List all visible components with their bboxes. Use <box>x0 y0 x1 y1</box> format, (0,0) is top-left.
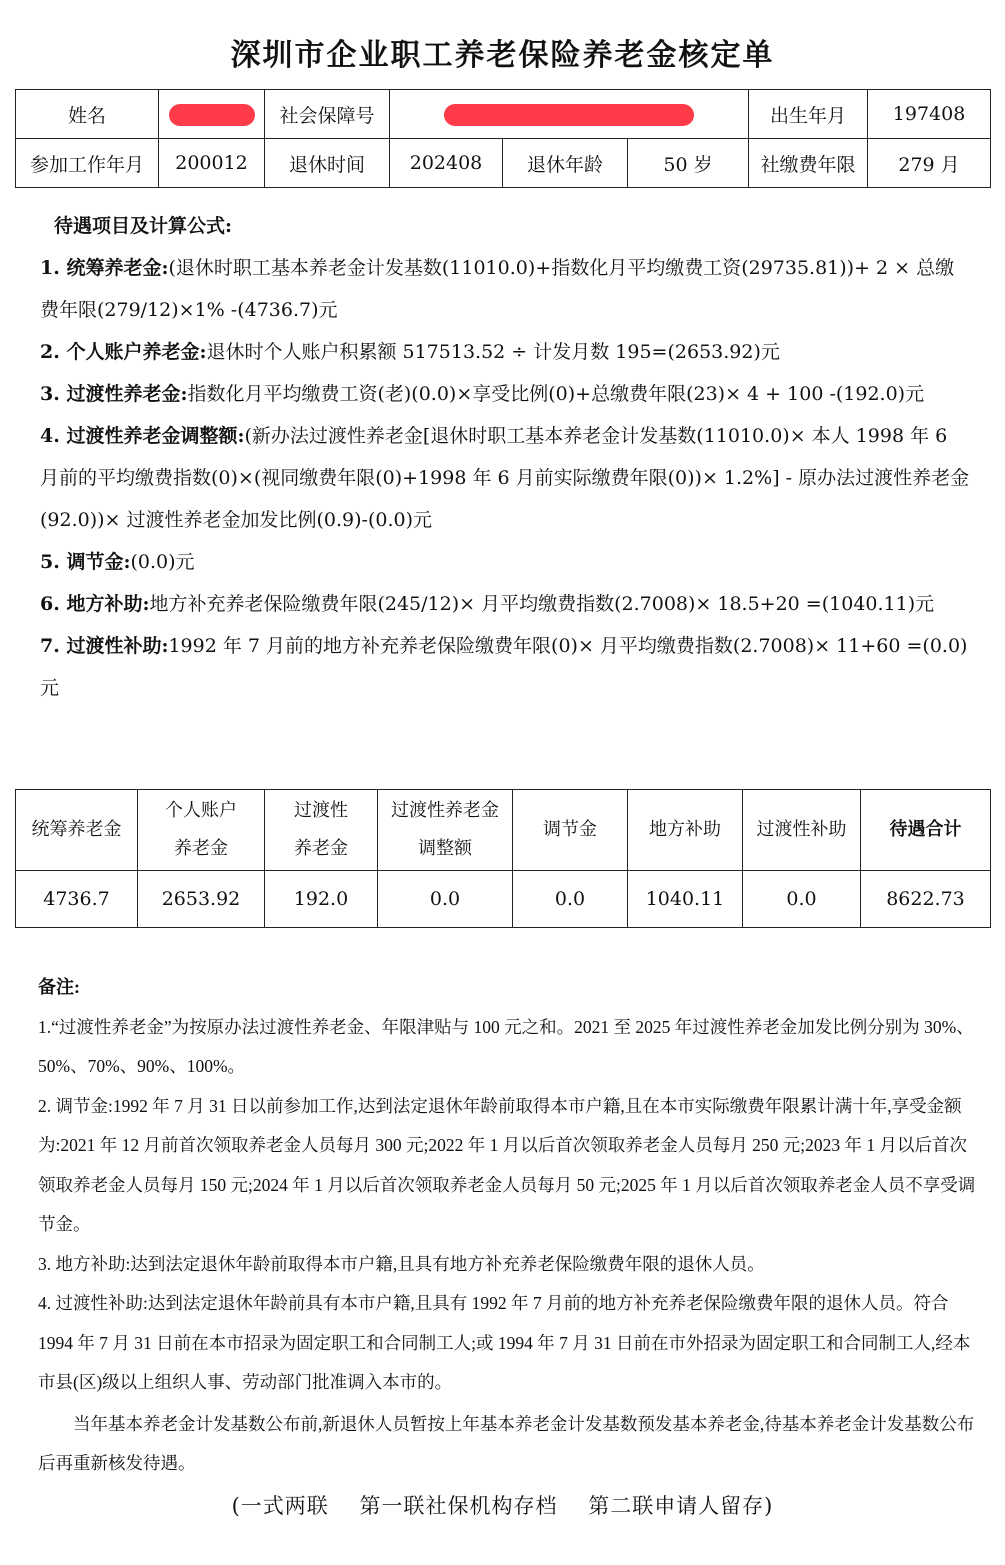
summary-header: 统筹养老金 <box>16 790 138 871</box>
formula-item <box>40 331 970 373</box>
work-start-value: 200012 <box>159 139 265 188</box>
summary-header: 过渡性 养老金 <box>265 790 378 871</box>
formula-text: 指数化月平均缴费工资(老)(0.0)×享受比例(0)+总缴费年限(23)× 4 + 100 -(192.0)元 <box>187 383 925 405</box>
summary-value: 2653.92 <box>138 871 265 928</box>
retire-time-label: 退休时间 <box>265 139 390 188</box>
formula-label: 1. 统筹养老金: <box>40 257 169 279</box>
contrib-years-label: 社缴费年限 <box>749 139 868 188</box>
summary-header: 过渡性补助 <box>743 790 861 871</box>
formula-item <box>40 541 970 583</box>
summary-value: 0.0 <box>743 871 861 928</box>
formula-label: 3. 过渡性养老金: <box>40 383 188 405</box>
redaction-mark <box>169 104 255 126</box>
formula-item <box>40 415 970 541</box>
summary-header: 调节金 <box>513 790 628 871</box>
work-start-label: 参加工作年月 <box>16 139 159 188</box>
formula-item <box>40 583 970 625</box>
contrib-years-value: 279 月 <box>868 139 991 188</box>
summary-header: 地方补助 <box>628 790 743 871</box>
retire-time-value: 202408 <box>390 139 503 188</box>
formula-text: 1992 年 7 月前的地方补充养老保险缴费年限(0)× 月平均缴费指数(2.7008)× 11+60 =(0.0)元 <box>40 635 968 699</box>
redaction-mark <box>444 104 694 126</box>
summary-value-total: 8622.73 <box>861 871 991 928</box>
name-label: 姓名 <box>16 90 159 139</box>
note-item: 3. 地方补助:达到法定退休年龄前取得本市户籍,且具有地方补充养老保险缴费年限的退休人员。 <box>38 1253 765 1274</box>
formula-item <box>40 625 970 709</box>
document-title: 深圳市企业职工养老保险养老金核定单 <box>230 38 775 73</box>
note-item: 1.“过渡性养老金”为按原办法过渡性养老金、年限津贴与 100 元之和。2021 至 2025 年过渡性养老金加发比例分别为 30%、50%、70%、90%、100%。 <box>38 1016 974 1076</box>
formula-label: 7. 过渡性补助: <box>40 635 169 657</box>
formula-label: 5. 调节金: <box>40 551 131 573</box>
formula-text: (0.0)元 <box>130 551 195 573</box>
formula-item <box>40 247 970 331</box>
summary-header-total: 待遇合计 <box>861 790 991 871</box>
ssn-label: 社会保障号 <box>265 90 390 139</box>
summary-value: 0.0 <box>513 871 628 928</box>
summary-table <box>15 789 991 928</box>
retire-age-label: 退休年龄 <box>503 139 628 188</box>
formula-text: 地方补充养老保险缴费年限(245/12)× 月平均缴费指数(2.7008)× 18.5+20 =(1040.11)元 <box>149 593 935 615</box>
personal-info-table <box>15 89 991 188</box>
note-item: 2. 调节金:1992 年 7 月 31 日以前参加工作,达到法定退休年龄前取得本市户籍,且在本市实际缴费年限累计满十年,享受金额为:2021 年 12 月前首次领取养老金人员每月 300 元;2022 年 1 月以后首次领取养老金人员每月 250 元;2023 年 1 月以后首次领取养老金人员每月 150 元;2024 年 1 月以后首次领取养老金人员每月 50 元;2025 年 1 月以后首次领取养老金人员不享受调节金。 <box>38 1095 976 1234</box>
summary-value: 192.0 <box>265 871 378 928</box>
formula-heading: 待遇项目及计算公式: <box>54 215 233 237</box>
notes-heading: 备注: <box>38 977 80 997</box>
retire-age-value: 50 岁 <box>628 139 749 188</box>
ssn-value <box>390 90 749 139</box>
formula-label: 6. 地方补助: <box>40 593 150 615</box>
formula-item <box>40 373 970 415</box>
summary-header: 个人账户 养老金 <box>138 790 265 871</box>
footer-copies-note: (一式两联 第一联社保机构存档 第二联申请人留存) <box>231 1494 774 1518</box>
summary-value: 0.0 <box>378 871 513 928</box>
note-item: 4. 过渡性补助:达到法定退休年龄前具有本市户籍,且具有 1992 年 7 月前的地方补充养老保险缴费年限的退休人员。符合 1994 年 7 月 31 日前在本市招录为固定职工和合同制工人;或 1994 年 7 月 31 日前在市外招录为固定职工和合同制工人,经本市县(区)级以上组织人事、劳动部门批准调入本市的。 <box>38 1293 971 1392</box>
summary-value: 4736.7 <box>16 871 138 928</box>
notes-section <box>38 968 978 1484</box>
formula-text: (新办法过渡性养老金[退休时职工基本养老金计发基数(11010.0)× 本人 1998 年 6 月前的平均缴费指数(0)×(视同缴费年限(0)+1998 年 6 月前实际缴费年限(0))× 1.2%] - 原办法过渡性养老金(92.0))× 过渡性养老金加发比例(0.9)-(0.0)元 <box>40 425 970 531</box>
formula-text: (退休时职工基本养老金计发基数(11010.0)+指数化月平均缴费工资(29735.81))+ 2 × 总缴费年限(279/12)×1% -(4736.7)元 <box>40 257 955 321</box>
summary-value: 1040.11 <box>628 871 743 928</box>
formula-label: 4. 过渡性养老金调整额: <box>40 425 245 447</box>
name-value <box>159 90 265 139</box>
notes-paragraph: 当年基本养老金计发基数公布前,新退休人员暂按上年基本养老金计发基数预发基本养老金,待基本养老金计发基数公布后再重新核发待遇。 <box>38 1413 975 1473</box>
birth-label: 出生年月 <box>749 90 868 139</box>
summary-header: 过渡性养老金 调整额 <box>378 790 513 871</box>
formula-section <box>40 205 970 709</box>
formula-text: 退休时个人账户积累额 517513.52 ÷ 计发月数 195=(2653.92)元 <box>206 341 780 363</box>
birth-value: 197408 <box>868 90 991 139</box>
formula-label: 2. 个人账户养老金: <box>40 341 207 363</box>
